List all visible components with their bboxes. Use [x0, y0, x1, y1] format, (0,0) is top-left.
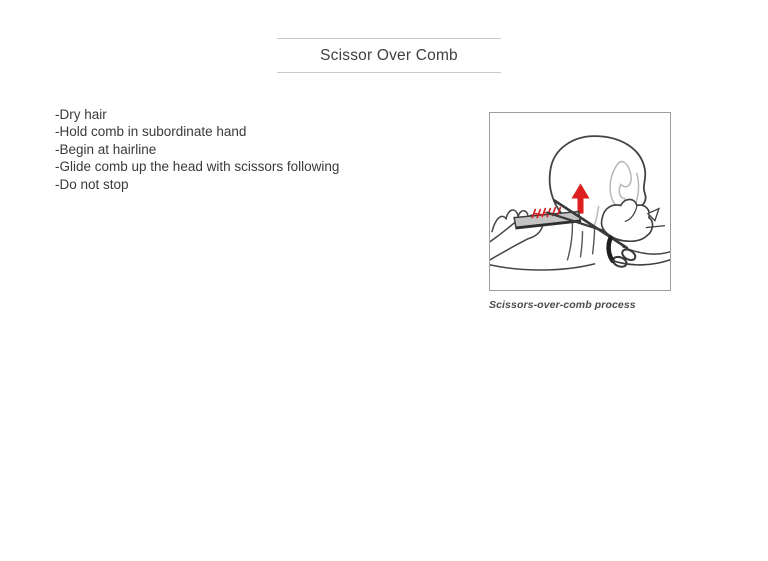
bullet-item: -Begin at hairline	[55, 141, 157, 157]
neck-lines	[567, 224, 594, 260]
bullet-item: -Glide comb up the head with scissors following	[55, 159, 340, 175]
bullet-list	[55, 106, 455, 193]
figure-frame	[489, 112, 671, 291]
figure	[489, 112, 671, 311]
bullet-item: -Hold comb in subordinate hand	[55, 124, 247, 140]
bullet-item: -Dry hair	[55, 107, 107, 122]
figure-caption: Scissors-over-comb process	[489, 299, 636, 311]
title-block	[277, 38, 501, 73]
up-arrow-icon	[571, 183, 589, 213]
page-title: Scissor Over Comb	[320, 47, 458, 64]
bullet-item: -Do not stop	[55, 176, 129, 192]
scissors-over-comb-illustration	[490, 113, 670, 290]
